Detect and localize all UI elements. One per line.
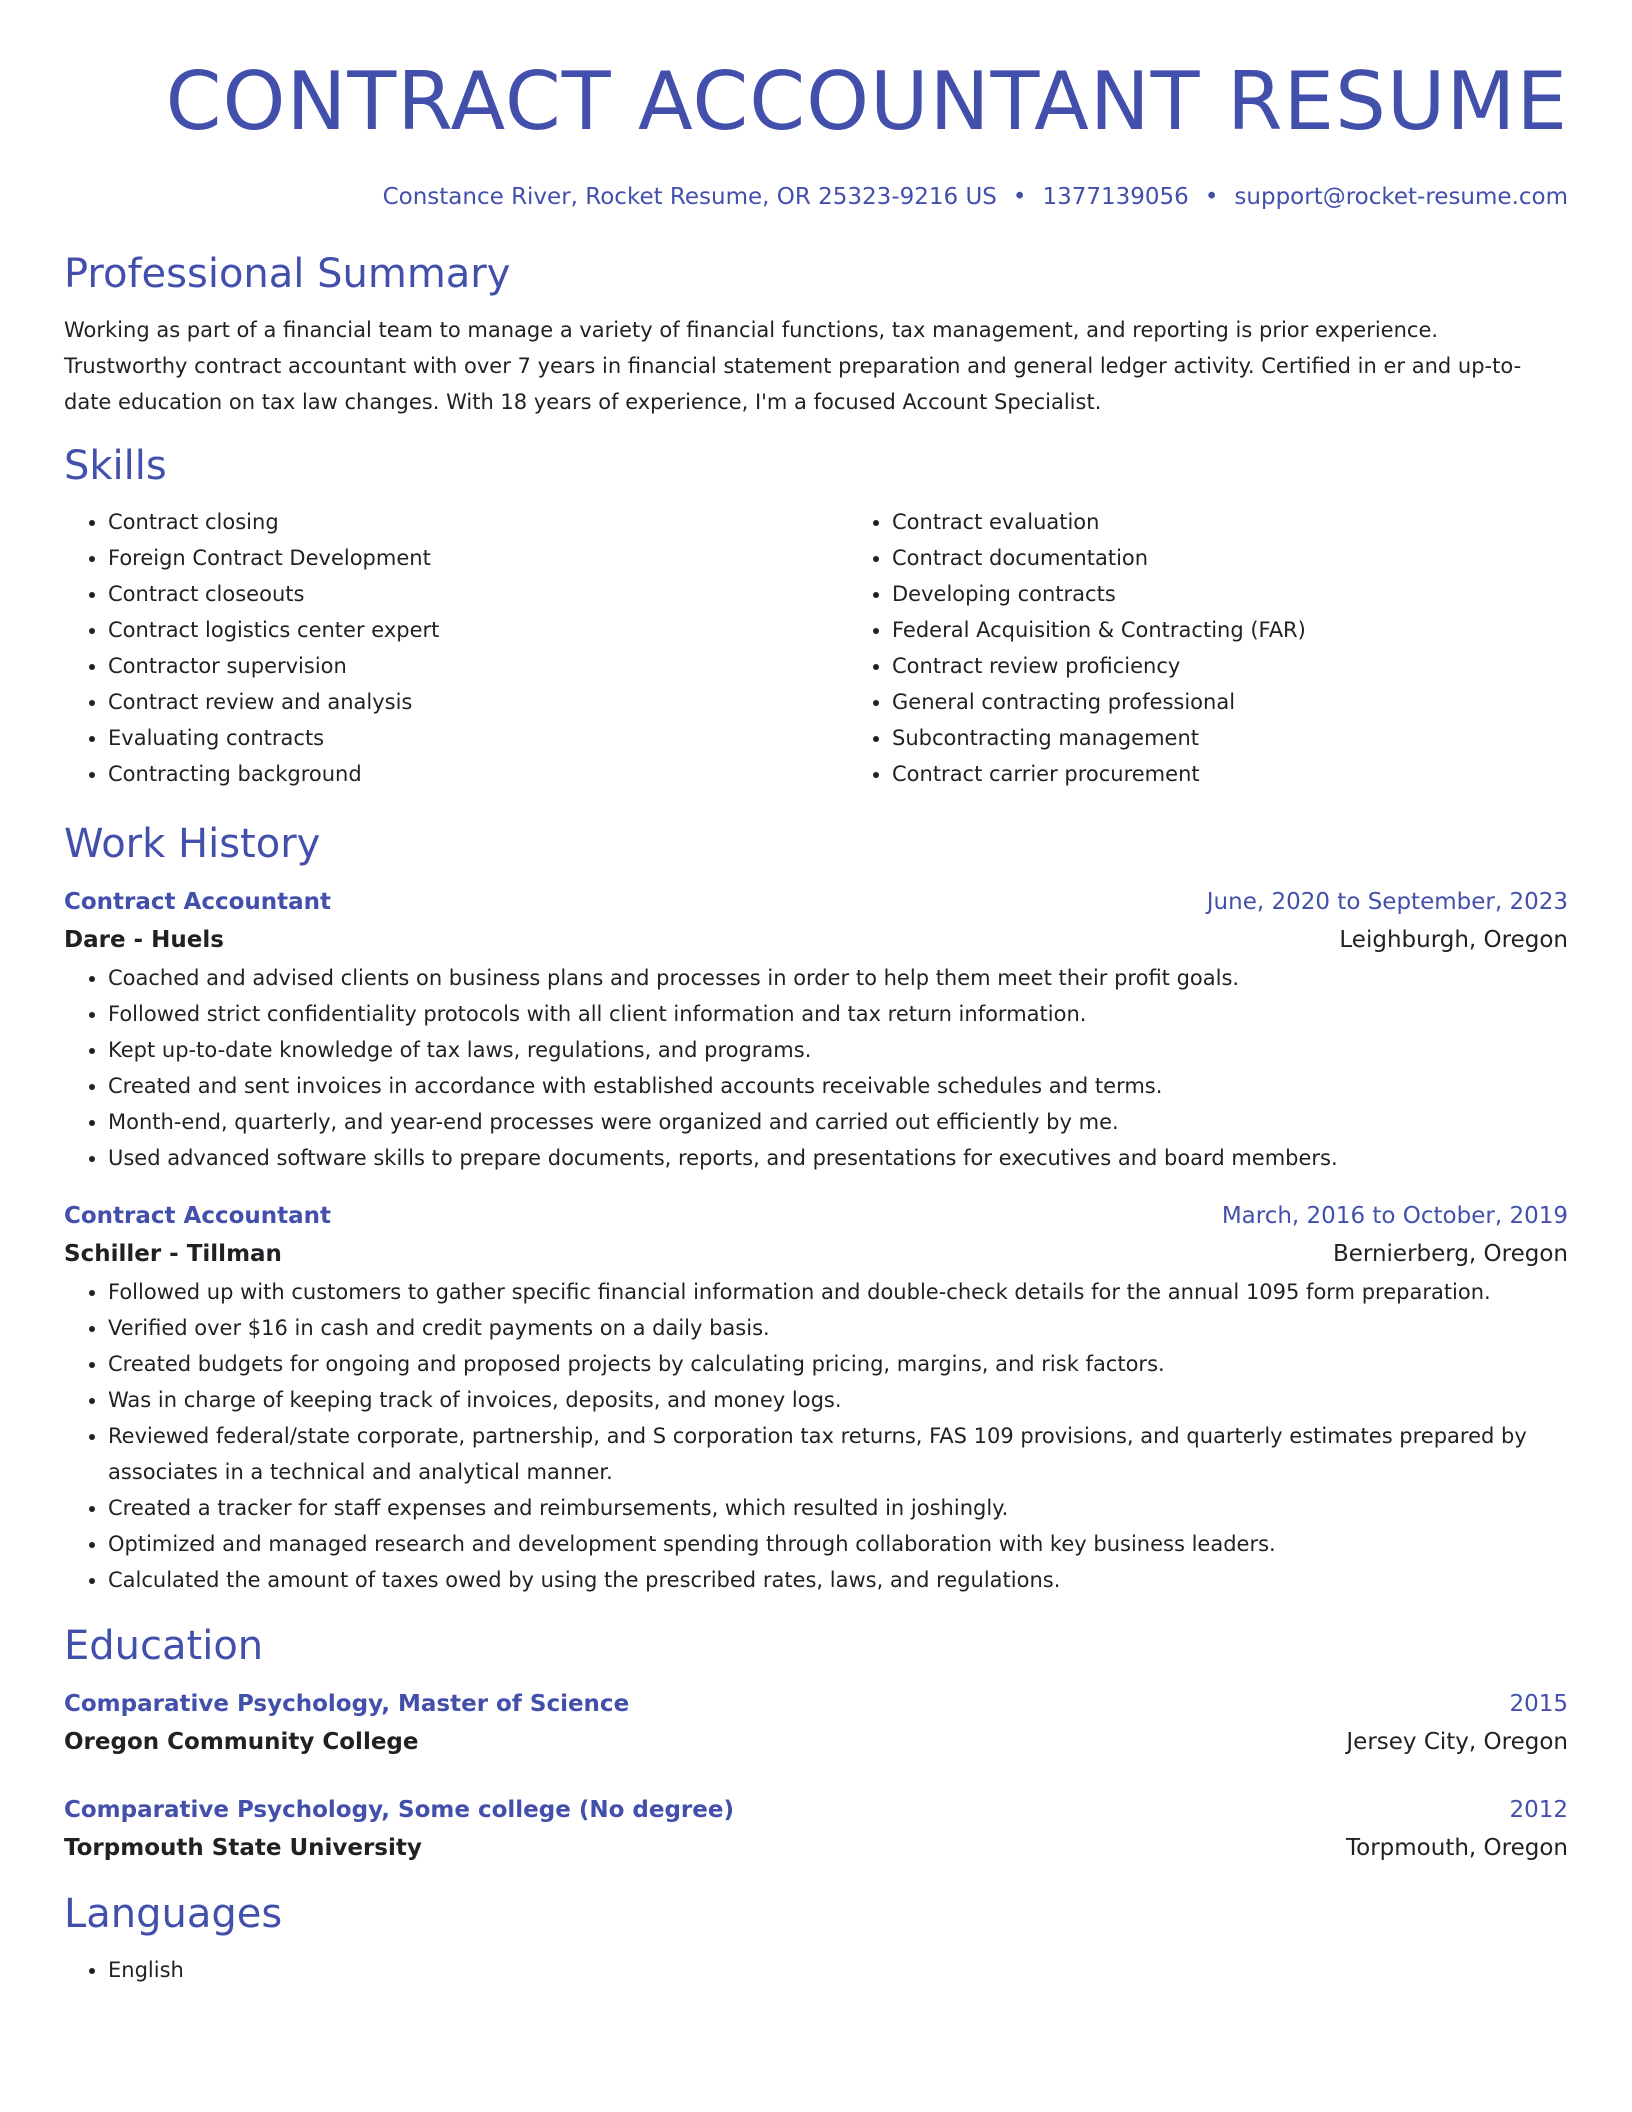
job-entry bbox=[64, 1198, 1568, 1598]
job-bullet: • Created and sent invoices in accordance with established accounts receivable schedules and terms. bbox=[108, 1068, 1568, 1104]
job-dates: June, 2020 to September, 2023 bbox=[1206, 889, 1568, 915]
skill-item: • Subcontracting management bbox=[892, 720, 1632, 756]
skills-column-right bbox=[848, 504, 1632, 792]
education-year: 2015 bbox=[1509, 1691, 1568, 1717]
skill-item: • Contract logistics center expert bbox=[108, 612, 848, 648]
job-bullets bbox=[64, 960, 1568, 1176]
skills-column-left bbox=[64, 504, 848, 792]
job-company-row bbox=[64, 920, 1568, 960]
job-bullet: • Created a tracker for staff expenses and reimbursements, which resulted in joshingly. bbox=[108, 1490, 1568, 1526]
languages-heading: Languages bbox=[64, 1891, 283, 1937]
skill-item: • Contract closing bbox=[108, 504, 848, 540]
education-school: Oregon Community College bbox=[64, 1729, 419, 1755]
job-bullet: • Optimized and managed research and development spending through collaboration with key business leaders. bbox=[108, 1526, 1568, 1562]
job-header-row bbox=[64, 884, 1568, 920]
education-school: Torpmouth State University bbox=[64, 1835, 422, 1861]
education-location: Jersey City, Oregon bbox=[1346, 1729, 1568, 1755]
contact-phone: 1377139056 bbox=[1042, 184, 1189, 210]
work-heading: Work History bbox=[64, 821, 321, 867]
job-title: Contract Accountant bbox=[64, 1203, 332, 1229]
job-company: Schiller - Tillman bbox=[64, 1241, 282, 1267]
skill-item: • Evaluating contracts bbox=[108, 720, 848, 756]
job-title: Contract Accountant bbox=[64, 889, 332, 915]
resume-title: CONTRACT ACCOUNTANT RESUME bbox=[165, 55, 1568, 148]
summary-heading: Professional Summary bbox=[64, 251, 511, 297]
job-bullet: • Created budgets for ongoing and proposed projects by calculating pricing, margins, and risk factors. bbox=[108, 1346, 1568, 1382]
skill-item: • Federal Acquisition & Contracting (FAR) bbox=[892, 612, 1632, 648]
education-degree: Comparative Psychology, Some college (No degree) bbox=[64, 1797, 734, 1823]
job-bullet: • Calculated the amount of taxes owed by using the prescribed rates, laws, and regulations. bbox=[108, 1562, 1568, 1598]
contact-email: support@rocket-resume.com bbox=[1234, 184, 1568, 210]
job-location: Bernierberg, Oregon bbox=[1332, 1241, 1568, 1267]
skills-list bbox=[64, 504, 1568, 792]
skill-item: • Contract documentation bbox=[892, 540, 1632, 576]
job-bullet: • Was in charge of keeping track of invoices, deposits, and money logs. bbox=[108, 1382, 1568, 1418]
education-school-row bbox=[64, 1828, 1568, 1868]
job-bullet: • Followed up with customers to gather specific financial information and double-check details for the annual 1095 form preparation. bbox=[108, 1274, 1568, 1310]
skill-item: • General contracting professional bbox=[892, 684, 1632, 720]
job-bullet: • Followed strict confidentiality protocols with all client information and tax return information. bbox=[108, 996, 1568, 1032]
education-header-row bbox=[64, 1686, 1568, 1722]
job-dates: March, 2016 to October, 2019 bbox=[1221, 1203, 1568, 1229]
skill-item: • Contract review and analysis bbox=[108, 684, 848, 720]
skill-item: • Contracting background bbox=[108, 756, 848, 792]
contact-line bbox=[64, 180, 1568, 214]
skill-item: • Contract evaluation bbox=[892, 504, 1632, 540]
summary-text: Working as part of a financial team to manage a variety of financial functions, tax management, and reporting is prior experience. Trustworthy contract accountant with over 7 years in financial statement preparation and general ledger activity. Certified in er and up-to-date education on tax law changes. With 18 years of experience, I'm a focused Account Specialist. bbox=[64, 318, 1522, 414]
skills-heading: Skills bbox=[64, 443, 167, 489]
job-bullet: • Month-end, quarterly, and year-end processes were organized and carried out efficiently by me. bbox=[108, 1104, 1568, 1140]
job-bullet: • Reviewed federal/state corporate, partnership, and S corporation tax returns, FAS 109 provisions, and quarterly estimates prepared by associates in a technical and analytical manner. bbox=[108, 1418, 1568, 1490]
education-entry bbox=[64, 1792, 1568, 1868]
job-bullets bbox=[64, 1274, 1568, 1598]
skill-item: • Developing contracts bbox=[892, 576, 1632, 612]
skill-item: • Foreign Contract Development bbox=[108, 540, 848, 576]
education-year: 2012 bbox=[1509, 1797, 1568, 1823]
skill-item: • Contract review proficiency bbox=[892, 648, 1632, 684]
job-bullet: • Used advanced software skills to prepare documents, reports, and presentations for executives and board members. bbox=[108, 1140, 1568, 1176]
job-company: Dare - Huels bbox=[64, 927, 224, 953]
education-school-row bbox=[64, 1722, 1568, 1762]
education-entry bbox=[64, 1686, 1568, 1762]
job-company-row bbox=[64, 1234, 1568, 1274]
contact-separator: • bbox=[1012, 184, 1027, 210]
languages-list bbox=[64, 1952, 1568, 1988]
education-header-row bbox=[64, 1792, 1568, 1828]
education-location: Torpmouth, Oregon bbox=[1346, 1835, 1568, 1861]
contact-address: Constance River, Rocket Resume, OR 25323-9216 US bbox=[382, 184, 997, 210]
skill-item: • Contractor supervision bbox=[108, 648, 848, 684]
job-bullet: • Kept up-to-date knowledge of tax laws, regulations, and programs. bbox=[108, 1032, 1568, 1068]
job-header-row bbox=[64, 1198, 1568, 1234]
job-entry bbox=[64, 884, 1568, 1176]
skill-item: • Contract closeouts bbox=[108, 576, 848, 612]
contact-separator: • bbox=[1204, 184, 1219, 210]
job-bullet: • Coached and advised clients on business plans and processes in order to help them meet their profit goals. bbox=[108, 960, 1568, 996]
job-bullet: • Verified over $16 in cash and credit payments on a daily basis. bbox=[108, 1310, 1568, 1346]
language-item: • English bbox=[108, 1952, 1568, 1988]
education-degree: Comparative Psychology, Master of Science bbox=[64, 1691, 630, 1717]
education-heading: Education bbox=[64, 1623, 264, 1669]
skill-item: • Contract carrier procurement bbox=[892, 756, 1632, 792]
job-location: Leighburgh, Oregon bbox=[1339, 927, 1568, 953]
